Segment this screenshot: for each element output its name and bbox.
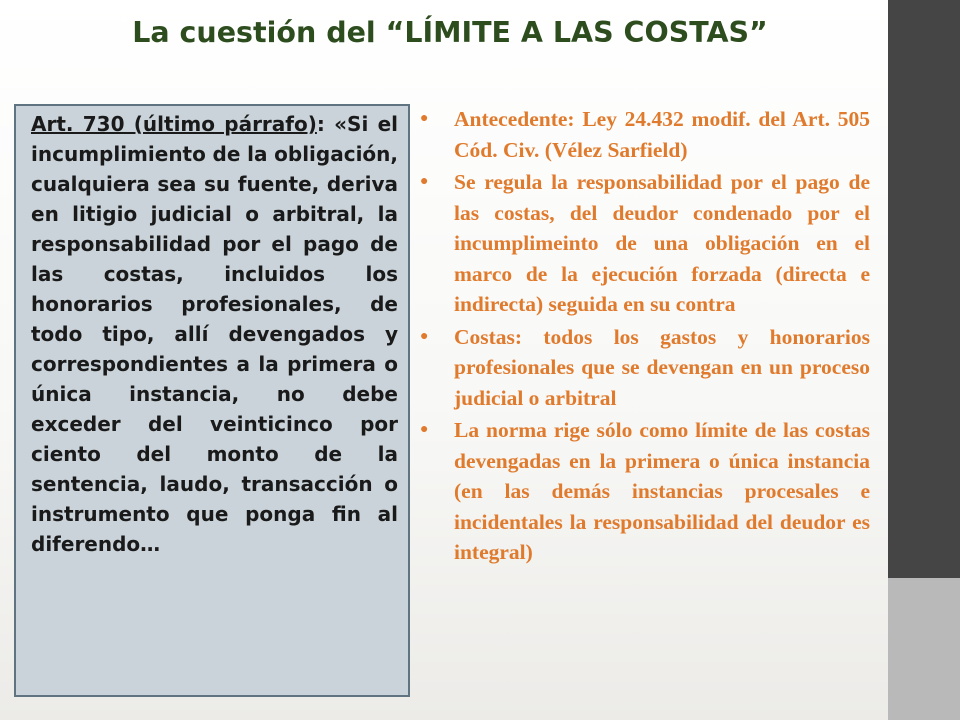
bullet-dot-icon: ● [420,328,429,344]
bullet-item-regulacion [414,167,870,320]
bullet-dot-icon: ● [420,111,429,126]
slide-title: La cuestión del “LÍMITE A LAS COSTAS” [132,16,768,49]
bullet-text: Antecedente: Ley 24.432 modif. del Art. 505 Cód. Civ. (Vélez Sarfield) [454,107,870,162]
bullet-text: Costas: todos los gastos y honorarios profesionales que se devengan en un proceso judicial o arbitral [454,324,870,410]
bullet-text: Se regula la responsabilidad por el pago de las costas, del deudor condenado por el incumplimeinto de una obligación en el marco de la ejecución forzada (directa e indirecta) seguida en su contra [454,170,870,316]
bullet-text: La norma rige sólo como límite de las costas devengadas en la primera o única instancia (en las demás instancias procesales e incidentales la responsabilidad del deudor es integral) [454,418,870,564]
bullet-dot-icon: ● [420,174,429,189]
article-quote-box [14,104,410,697]
bullet-list [414,104,870,570]
bullet-item-costas [414,322,870,414]
article-reference: Art. 730 (último párrafo) [31,112,317,136]
bullet-item-norma [414,415,870,568]
bullet-item-antecedente [414,104,870,165]
article-quote-text [31,109,398,559]
article-quote-body: : «Si el incumplimiento de la obligación, cualquiera sea su fuente, deriva en litigio judicial o arbitral, la responsabilidad por el pago de las costas, incluidos los honorarios profesionales, de todo tipo, allí devengados y correspondientes a la primera o única instancia, no debe exceder del veinticinco por ciento del monto de la sentencia, laudo, transacción o instrumento que ponga fin al diferendo… [31,112,398,556]
decorative-side-accent [888,578,960,720]
bullet-dot-icon: ● [420,422,429,437]
